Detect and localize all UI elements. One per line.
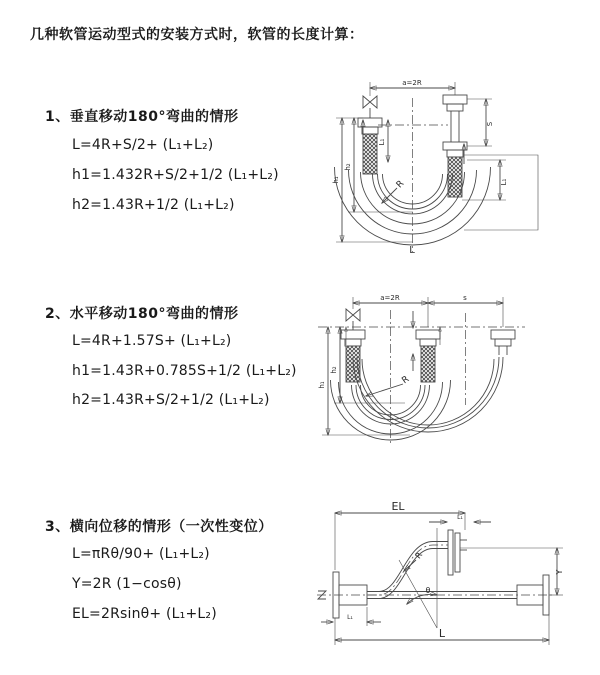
pipe-position-1: [416, 330, 440, 382]
fitting-top-label: L₁: [457, 514, 463, 521]
fitting-right-label: L₁: [500, 178, 508, 186]
section3-formula-L: L=πRθ/90+ (L₁+L₂): [72, 546, 210, 562]
section2-formula-h1: h1=1.43R+0.785S+1/2 (L₁+L₂): [72, 363, 297, 379]
diagram-horizontal-bend: [310, 285, 590, 450]
pipe-position-2: [491, 330, 515, 355]
section2-formula-h2: h2=1.43R+S/2+1/2 (L₁+L₂): [72, 392, 270, 408]
section2-heading: 2、水平移动180°弯曲的情形: [45, 306, 239, 322]
hose-s-curve: [367, 542, 448, 599]
stroke-label: s: [463, 294, 467, 302]
valve-icon: [363, 96, 377, 118]
fitting-left-label: L₁: [378, 138, 386, 146]
radius-label: R: [413, 550, 425, 561]
length-label: L: [409, 245, 415, 256]
diagram1-labels: [332, 79, 508, 256]
h2-label: h₂: [344, 163, 352, 171]
offset-label: Y: [555, 569, 564, 575]
section3-formula-EL: EL=2Rsinθ+ (L₁+L₂): [72, 606, 217, 622]
diagram3-labels: [347, 500, 564, 640]
section2-formula-L: L=4R+1.57S+ (L₁+L₂): [72, 333, 232, 349]
stroke-label: S: [486, 121, 494, 127]
section1-formula-h1: h1=1.432R+S/2+1/2 (L₁+L₂): [72, 167, 279, 183]
span-label: a=2R: [402, 79, 422, 87]
theta-label: θ: [425, 586, 431, 595]
radius-label: R: [394, 178, 407, 191]
section3-heading: 3、横向位移的情形（一次性变位）: [45, 519, 273, 535]
pipe-fixed: [341, 330, 365, 382]
diagram-vertical-bend: [318, 72, 553, 257]
section3-formula-Y: Y=2R (1−cosθ): [72, 576, 182, 592]
h1-label: h₁: [332, 176, 340, 184]
radius-label: R: [400, 374, 412, 387]
h1-label: h₁: [318, 381, 326, 389]
length-label: L: [438, 627, 446, 640]
dimension-lines: [321, 513, 563, 645]
angle-construction: [399, 528, 437, 628]
diagram-lateral-displacement: [295, 500, 595, 650]
span-label: a=2R: [380, 294, 400, 302]
h2-label: h₂: [330, 366, 338, 374]
upper-flange: [448, 530, 467, 575]
section1-formula-L: L=4R+S/2+ (L₁+L₂): [72, 137, 214, 153]
section1-formula-h2: h2=1.43R+1/2 (L₁+L₂): [72, 197, 235, 213]
section1-heading: 1、垂直移动180°弯曲的情形: [45, 109, 239, 125]
el-label: EL: [391, 500, 405, 513]
fitting-left-label: L₁: [347, 614, 353, 621]
page-title: 几种软管运动型式的安装方式时，软管的长度计算：: [30, 27, 364, 43]
